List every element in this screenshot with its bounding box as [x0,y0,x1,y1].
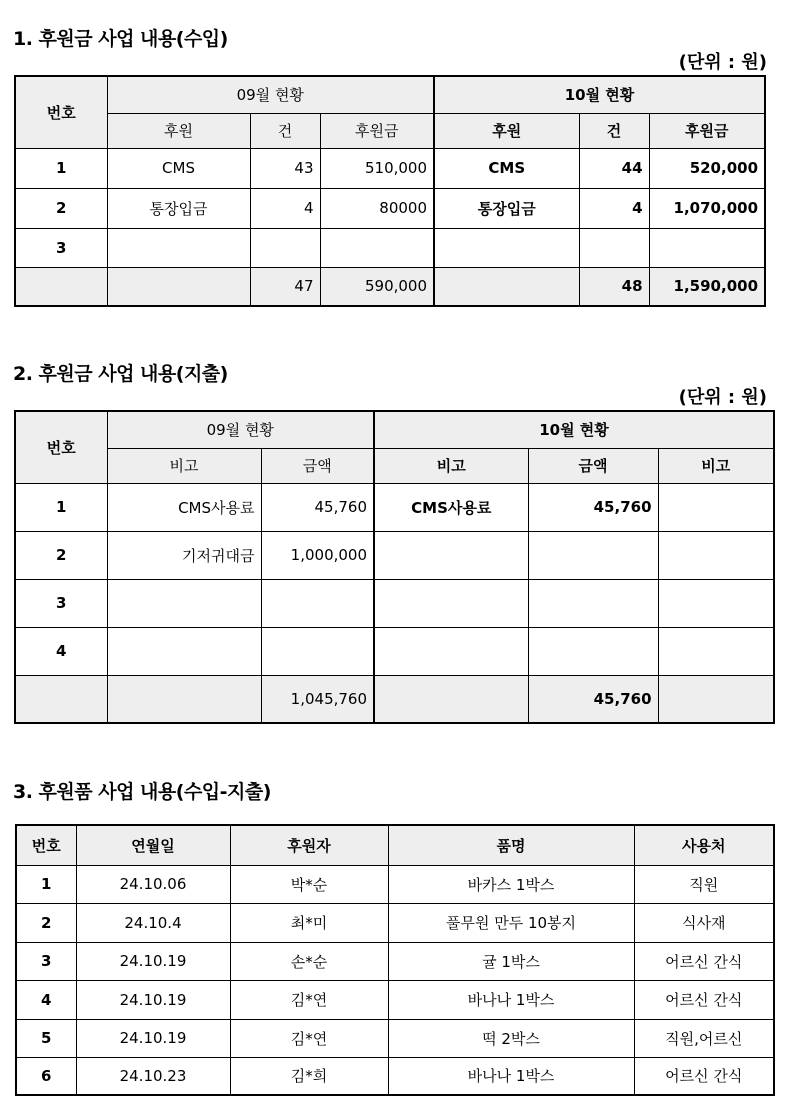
oct-amount: 45,760 [528,483,658,531]
table-row [15,228,765,267]
income-col-oct-name: 후원 [434,113,579,148]
income-table [14,75,766,307]
usage-cell: 어르신 간식 [634,1057,774,1095]
donor-cell: 최*미 [230,903,388,942]
goods-col-usage: 사용처 [634,825,774,865]
table-row [15,579,774,627]
section1-unit-label: (단위 : 원) [678,52,767,73]
total-blank [107,267,250,306]
row-number: 2 [16,903,76,942]
oct-total-amount: 45,760 [528,675,658,723]
oct-amount [528,531,658,579]
row-number: 4 [16,980,76,1019]
income-col-sep-amount: 후원금 [320,113,434,148]
usage-cell: 어르신 간식 [634,942,774,980]
oct-count: 4 [579,188,649,228]
sep-note: 기저귀대금 [107,531,261,579]
sep-amount: 1,000,000 [261,531,374,579]
income-col-oct-amount: 후원금 [649,113,765,148]
sep-donation-type: CMS [107,148,250,188]
oct-donation-type [434,228,579,267]
oct-amount [528,627,658,675]
row-number: 6 [16,1057,76,1095]
oct-amount: 520,000 [649,148,765,188]
expense-header-oct: 10월 현황 [374,411,774,448]
oct-note2 [658,627,774,675]
total-blank [658,675,774,723]
item-cell: 떡 2박스 [388,1019,634,1057]
total-blank [107,675,261,723]
date-cell: 24.10.19 [76,980,230,1019]
oct-total-amount: 1,590,000 [649,267,765,306]
sep-amount [261,579,374,627]
income-header-sep: 09월 현황 [107,76,434,113]
donor-cell: 김*연 [230,1019,388,1057]
date-cell: 24.10.23 [76,1057,230,1095]
table-row [16,1019,774,1057]
sep-note: CMS사용료 [107,483,261,531]
row-number: 1 [15,483,107,531]
income-header-no: 번호 [15,76,107,148]
oct-count: 44 [579,148,649,188]
oct-amount [649,228,765,267]
expense-col-sep-note: 비고 [107,448,261,483]
oct-note [374,579,528,627]
income-col-sep-name: 후원 [107,113,250,148]
item-cell: 바나나 1박스 [388,1057,634,1095]
section3-title: 3. 후원품 사업 내용(수입-지출) [13,781,271,803]
row-number: 2 [15,531,107,579]
item-cell: 풀무원 만두 10봉지 [388,903,634,942]
total-blank [374,675,528,723]
expense-col-sep-amount: 금액 [261,448,374,483]
total-blank [15,675,107,723]
row-number: 1 [15,148,107,188]
goods-table [15,824,775,1096]
oct-note: CMS사용료 [374,483,528,531]
goods-col-date: 연월일 [76,825,230,865]
date-cell: 24.10.4 [76,903,230,942]
sep-count [250,228,320,267]
expense-header-sep: 09월 현황 [107,411,374,448]
table-row [16,903,774,942]
oct-donation-type: CMS [434,148,579,188]
table-row [16,865,774,903]
sep-total-count: 47 [250,267,320,306]
oct-note2 [658,579,774,627]
expense-table [14,410,775,724]
item-cell: 바카스 1박스 [388,865,634,903]
sep-total-amount: 590,000 [320,267,434,306]
sep-amount: 510,000 [320,148,434,188]
sep-count: 4 [250,188,320,228]
table-row [16,980,774,1019]
row-number: 3 [15,579,107,627]
item-cell: 귤 1박스 [388,942,634,980]
row-number: 5 [16,1019,76,1057]
table-row [15,531,774,579]
section1-title: 1. 후원금 사업 내용(수입) [13,28,228,50]
goods-col-item: 품명 [388,825,634,865]
usage-cell: 직원,어르신 [634,1019,774,1057]
date-cell: 24.10.19 [76,1019,230,1057]
sep-note [107,627,261,675]
sep-amount: 45,760 [261,483,374,531]
donor-cell: 손*순 [230,942,388,980]
row-number: 3 [16,942,76,980]
total-blank [15,267,107,306]
income-col-oct-count: 건 [579,113,649,148]
date-cell: 24.10.19 [76,942,230,980]
income-col-sep-count: 건 [250,113,320,148]
table-row [16,1057,774,1095]
donor-cell: 박*순 [230,865,388,903]
sep-amount [261,627,374,675]
sep-donation-type [107,228,250,267]
oct-note [374,531,528,579]
goods-col-no: 번호 [16,825,76,865]
oct-note2 [658,531,774,579]
usage-cell: 식사재 [634,903,774,942]
oct-note [374,627,528,675]
sep-note [107,579,261,627]
total-blank [434,267,579,306]
total-row [15,675,774,723]
sep-count: 43 [250,148,320,188]
oct-donation-type: 통장입금 [434,188,579,228]
table-row [15,188,765,228]
expense-col-oct-note2: 비고 [658,448,774,483]
expense-col-oct-amount: 금액 [528,448,658,483]
expense-col-oct-note: 비고 [374,448,528,483]
oct-amount [528,579,658,627]
sep-total-amount: 1,045,760 [261,675,374,723]
row-number: 3 [15,228,107,267]
row-number: 4 [15,627,107,675]
oct-count [579,228,649,267]
row-number: 2 [15,188,107,228]
table-row [16,942,774,980]
table-row [15,148,765,188]
sep-amount [320,228,434,267]
sep-donation-type: 통장입금 [107,188,250,228]
donor-cell: 김*연 [230,980,388,1019]
expense-header-no: 번호 [15,411,107,483]
section2-unit-label: (단위 : 원) [678,387,767,408]
section2-title: 2. 후원금 사업 내용(지출) [13,363,228,385]
table-row [15,483,774,531]
goods-col-donor: 후원자 [230,825,388,865]
oct-total-count: 48 [579,267,649,306]
sep-amount: 80000 [320,188,434,228]
oct-amount: 1,070,000 [649,188,765,228]
item-cell: 바나나 1박스 [388,980,634,1019]
usage-cell: 직원 [634,865,774,903]
date-cell: 24.10.06 [76,865,230,903]
total-row [15,267,765,306]
row-number: 1 [16,865,76,903]
donor-cell: 김*희 [230,1057,388,1095]
usage-cell: 어르신 간식 [634,980,774,1019]
income-header-oct: 10월 현황 [434,76,765,113]
table-row [15,627,774,675]
oct-note2 [658,483,774,531]
